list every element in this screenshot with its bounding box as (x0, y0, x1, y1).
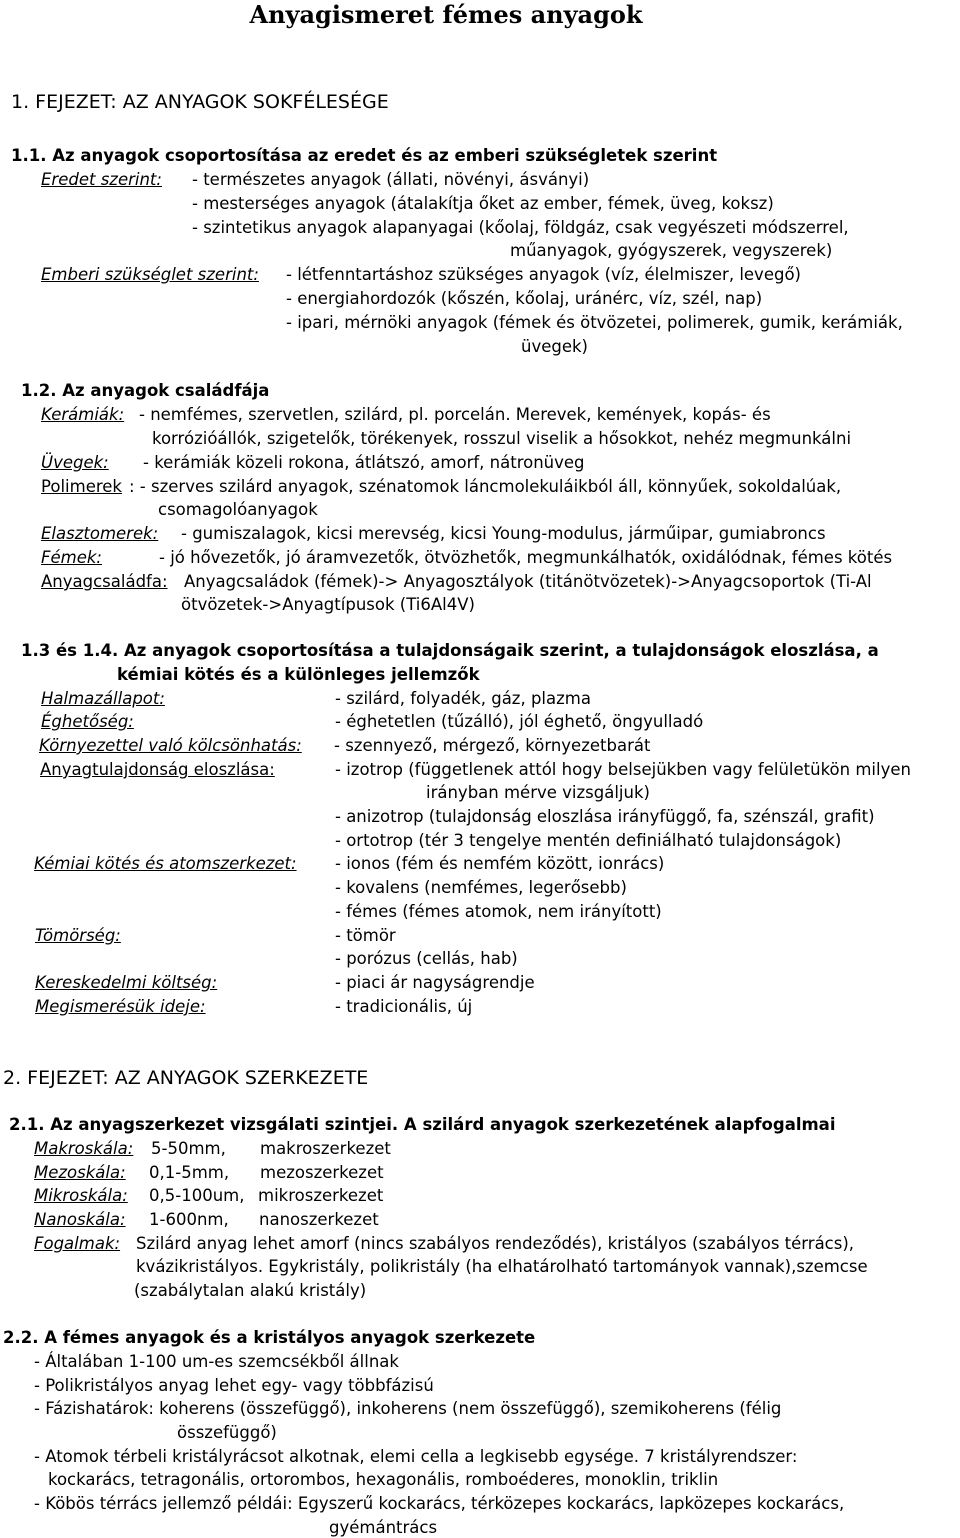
distribution-item: - anizotrop (tulajdonság eloszlása irányfüggő, fa, szénszál, grafit) (335, 807, 875, 826)
family-tree-text: ötvözetek->Anyagtípusok (Ti6Al4V) (181, 595, 475, 614)
ceramics-label: Kerámiák: (41, 405, 125, 424)
elastomers-text: - gumiszalagok, kicsi merevség, kicsi Young-modulus, járműipar, gumiabroncs (181, 524, 826, 543)
era-label: Megismerésük ideje: (35, 997, 206, 1016)
elastomers-label: Elasztomerek: (41, 524, 159, 543)
section-2-1-heading: 2.1. Az anyagszerkezet vizsgálati szintjei. A szilárd anyagok szerkezetének alapfogalmai (9, 1115, 836, 1134)
list-item: kockarács, tetragonális, ortorombos, hexagonális, romboéderes, monoklin, triklin (48, 1470, 719, 1489)
concepts-text: (szabálytalan alakú kristály) (134, 1281, 367, 1300)
concepts-text: Szilárd anyag lehet amorf (nincs szabályos rendeződés), kristályos (szabályos térrács), (136, 1234, 855, 1253)
list-item: gyémántrács (329, 1518, 438, 1537)
scale-name: makroszerkezet (260, 1139, 391, 1158)
list-item: - Fázishatárok: koherens (összefüggő), inkoherens (nem összefüggő), szemikoherens (félig (34, 1399, 782, 1418)
document-title: Anyagismeret fémes anyagok (249, 0, 643, 29)
bond-item: - ionos (fém és nemfém között, ionrács) (335, 854, 665, 873)
metals-text: - jó hővezetők, jó áramvezetők, ötvözhetők, megmunkálhatók, oxidálódnak, fémes kötés (159, 548, 893, 567)
scale-label: Mezoskála: (34, 1163, 126, 1182)
scale-label: Makroskála: (34, 1139, 134, 1158)
origin-item: műanyagok, gyógyszerek, vegyszerek) (510, 241, 833, 260)
list-item: - Polikristályos anyag lehet egy- vagy többfázisú (34, 1376, 434, 1395)
section-1-3-4-heading: kémiai kötés és a különleges jellemzők (117, 665, 480, 684)
list-item: összefüggő) (177, 1423, 277, 1442)
density-label: Tömörség: (35, 926, 121, 945)
distribution-item: irányban mérve vizsgáljuk) (426, 783, 650, 802)
chapter-1-heading: 1. FEJEZET: AZ ANYAGOK SOKFÉLESÉGE (11, 91, 389, 113)
polymers-text: : - szerves szilárd anyagok, szénatomok láncmolekuláikból áll, könnyűek, sokoldalúak, (129, 477, 842, 496)
cost-text: - piaci ár nagyságrendje (335, 973, 535, 992)
flammability-text: - éghetetlen (tűzálló), jól éghető, öngyulladó (335, 712, 704, 731)
section-2-2-heading: 2.2. A fémes anyagok és a kristályos anyagok szerkezete (3, 1328, 536, 1347)
state-label: Halmazállapot: (41, 689, 165, 708)
ceramics-text: - nemfémes, szervetlen, szilárd, pl. porcelán. Merevek, kemények, kopás- és (139, 405, 771, 424)
concepts-label: Fogalmak: (34, 1234, 121, 1253)
glass-label: Üvegek: (41, 453, 109, 472)
cost-label: Kereskedelmi költség: (35, 973, 218, 992)
distribution-label: Anyagtulajdonság eloszlása: (40, 760, 275, 779)
scale-name: nanoszerkezet (259, 1210, 379, 1229)
scale-name: mikroszerkezet (258, 1186, 384, 1205)
bond-item: - kovalens (nemfémes, legerősebb) (335, 878, 627, 897)
section-1-2-heading: 1.2. Az anyagok családfája (21, 381, 270, 400)
need-item: - létfenntartáshoz szükséges anyagok (víz, élelmiszer, levegő) (286, 265, 801, 284)
flammability-label: Éghetőség: (41, 712, 134, 731)
distribution-item: - izotrop (függetlenek attól hogy belsejükben vagy felületükön milyen (335, 760, 911, 779)
ceramics-text: korrózióállók, szigetelők, törékenyek, rosszul viselik a hősokkot, nehéz megmunkálni (152, 429, 852, 448)
glass-text: - kerámiák közeli rokona, átlátszó, amorf, nátronüveg (143, 453, 585, 472)
state-text: - szilárd, folyadék, gáz, plazma (335, 689, 591, 708)
need-item: üvegek) (521, 337, 588, 356)
density-item: - porózus (cellás, hab) (335, 949, 518, 968)
polymers-label: Polimerek (41, 477, 122, 496)
concepts-text: kvázikristályos. Egykristály, polikristály (ha elhatárolható tartományok vannak),szemcse (136, 1257, 868, 1276)
chapter-2-heading: 2. FEJEZET: AZ ANYAGOK SZERKEZETE (3, 1067, 369, 1089)
section-1-3-4-heading: 1.3 és 1.4. Az anyagok csoportosítása a tulajdonságaik szerint, a tulajdonságok eloszlása, a (21, 641, 879, 660)
scale-label: Mikroskála: (34, 1186, 128, 1205)
scale-name: mezoszerkezet (260, 1163, 384, 1182)
bond-label: Kémiai kötés és atomszerkezet: (34, 854, 297, 873)
polymers-text: csomagolóanyagok (158, 500, 318, 519)
scale-range: 1-600nm, (149, 1210, 229, 1229)
scale-range: 5-50mm, (151, 1139, 226, 1158)
density-item: - tömör (335, 926, 396, 945)
need-item: - energiahordozók (kőszén, kőolaj, uránérc, víz, szél, nap) (286, 289, 763, 308)
bond-item: - fémes (fémes atomok, nem irányított) (335, 902, 662, 921)
era-text: - tradicionális, új (335, 997, 473, 1016)
origin-item: - mesterséges anyagok (átalakítja őket az ember, fémek, üveg, koksz) (192, 194, 774, 213)
list-item: - Atomok térbeli kristályrácsot alkotnak, elemi cella a legkisebb egysége. 7 kristályrendszer: (34, 1447, 798, 1466)
scale-range: 0,1-5mm, (149, 1163, 230, 1182)
family-tree-text: Anyagcsaládok (fémek)-> Anyagosztályok (titánötvözetek)->Anyagcsoportok (Ti-Al (184, 572, 872, 591)
need-label: Emberi szükséglet szerint: (41, 265, 259, 284)
origin-item: - természetes anyagok (állati, növényi, ásványi) (192, 170, 590, 189)
scale-label: Nanoskála: (34, 1210, 126, 1229)
list-item: - Általában 1-100 um-es szemcsékből állnak (34, 1352, 399, 1371)
scale-range: 0,5-100um, (149, 1186, 245, 1205)
distribution-item: - ortotrop (tér 3 tengelye mentén definiálható tulajdonságok) (335, 831, 842, 850)
environment-label: Környezettel való kölcsönhatás: (39, 736, 302, 755)
need-item: - ipari, mérnöki anyagok (fémek és ötvözetei, polimerek, gumik, kerámiák, (286, 313, 903, 332)
list-item: - Köbös térrács jellemző példái: Egyszerű kockarács, térközepes kockarács, lapközepes kockarács, (34, 1494, 845, 1513)
metals-label: Fémek: (41, 548, 102, 567)
environment-text: - szennyező, mérgező, környezetbarát (334, 736, 651, 755)
family-tree-label: Anyagcsaládfa: (41, 572, 168, 591)
section-1-1-heading: 1.1. Az anyagok csoportosítása az eredet és az emberi szükségletek szerint (11, 146, 718, 165)
origin-item: - szintetikus anyagok alapanyagai (kőolaj, földgáz, csak vegyészeti módszerrel, (192, 218, 849, 237)
origin-label: Eredet szerint: (41, 170, 162, 189)
